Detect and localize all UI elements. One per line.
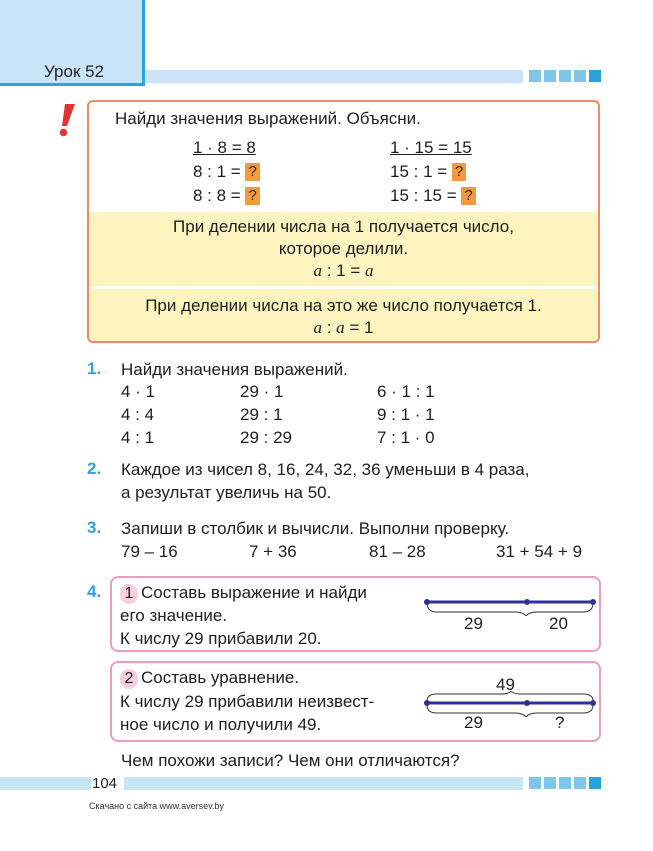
rule-box <box>87 100 600 343</box>
unknown-box: ? <box>245 163 259 181</box>
footer-squares <box>529 777 601 789</box>
task3-number: 3. <box>87 518 102 537</box>
example-column-right <box>390 136 476 208</box>
rule-one-line1: При делении числа на 1 получается число, <box>173 217 514 236</box>
example-line: 8 : 1 = ? <box>193 160 260 184</box>
task1-column: 6 · 1 : 1 9 : 1 · 1 7 : 1 · 0 <box>377 382 435 447</box>
task4-question: Чем похожи записи? Чем они отличаются? <box>121 751 460 770</box>
task4-part1-line3: К числу 29 прибавили 20. <box>120 629 322 648</box>
lesson-title: Урок 52 <box>44 62 105 81</box>
task3-expression: 81 – 28 <box>369 542 426 561</box>
example-line: 1 · 15 = 15 <box>390 138 472 157</box>
task4-part2-box <box>110 661 601 742</box>
task1-number: 1. <box>87 359 102 378</box>
header-band <box>145 70 523 83</box>
unknown-box: ? <box>461 187 475 205</box>
task3-text: Запиши в столбик и вычисли. Выполни проверку. <box>121 519 510 538</box>
task4-part2-line3: ное число и получили 49. <box>120 715 322 734</box>
task1-column: 29 · 1 29 : 1 29 : 29 <box>240 382 292 447</box>
segment-label-right: ? <box>555 713 565 732</box>
segment-label-left: 29 <box>464 614 483 633</box>
segment-label-right: 20 <box>549 614 568 633</box>
rule-one <box>89 212 598 286</box>
task3-expression: 7 + 36 <box>249 542 297 561</box>
rule-two <box>89 289 598 343</box>
segment-diagram-icon <box>423 691 599 721</box>
example-line: 15 : 1 = ? <box>390 160 476 184</box>
task3-expression: 31 + 54 + 9 <box>496 542 583 561</box>
exclamation-icon <box>56 103 78 137</box>
task2-line1: Каждое из чисел 8, 16, 24, 32, 36 уменьши в 4 раза, <box>121 460 530 479</box>
task4-number: 4. <box>87 582 102 601</box>
example-line: 1 · 8 = 8 <box>193 138 256 157</box>
task1-column: 4 · 1 4 : 4 4 : 1 <box>121 382 156 447</box>
rule-two-line1: При делении числа на это же число получается 1. <box>145 296 542 315</box>
header-squares <box>529 70 601 82</box>
task2-number: 2. <box>87 459 102 478</box>
example-column-left <box>193 136 260 208</box>
unknown-box: ? <box>245 187 259 205</box>
segment-total-label: 49 <box>496 675 515 694</box>
task4-part1-line1: 1 Составь выражение и найди <box>120 581 367 604</box>
segment-diagram-icon <box>423 592 599 616</box>
rule-instruction: Найди значения выражений. Объясни. <box>115 109 421 128</box>
example-line: 15 : 15 = ? <box>390 184 476 208</box>
task3-expression: 79 – 16 <box>121 542 178 561</box>
page-number: 104 <box>92 775 118 792</box>
task4-part2-line2: К числу 29 прибавили неизвест- <box>120 692 375 711</box>
task2-line2: а результат увеличь на 50. <box>121 483 332 502</box>
part-badge: 1 <box>120 584 138 604</box>
source-note: Скачано с сайта www.aversev.by <box>89 801 225 811</box>
unknown-box: ? <box>452 163 466 181</box>
example-line: 8 : 8 = ? <box>193 184 260 208</box>
footer-band <box>0 777 523 790</box>
task4-part1-box <box>110 576 601 652</box>
segment-label-left: 29 <box>464 713 483 732</box>
rule-two-formula: a : a = 1 <box>313 318 374 337</box>
task4-part1-line2: его значение. <box>120 606 228 625</box>
task1-text: Найди значения выражений. <box>121 360 348 379</box>
rule-one-formula: a : 1 = a <box>313 261 374 280</box>
task4-part2-line1: 2 Составь уравнение. <box>120 666 299 689</box>
part-badge: 2 <box>120 669 138 689</box>
rule-one-line2: которое делили. <box>278 239 409 258</box>
